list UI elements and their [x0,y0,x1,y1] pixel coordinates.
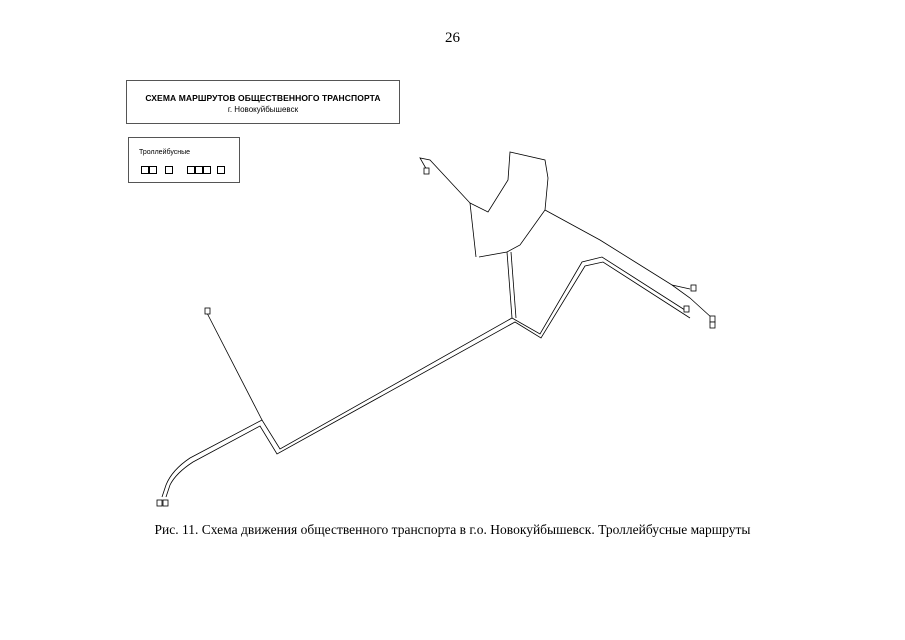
route-line [207,313,262,420]
route-line [507,252,512,318]
route-line [511,252,516,318]
terminal-stop-marker [710,316,715,322]
terminal-stop-marker [157,500,162,506]
route-line [162,257,688,497]
terminal-stop-marker [684,306,689,312]
route-line [545,210,690,289]
terminal-stop-marker [710,322,715,328]
page-number: 26 [445,30,460,46]
route-line [470,152,548,257]
terminal-stop-marker [691,285,696,291]
terminal-stop-marker [163,500,168,506]
legend-title: Троллейбусные [139,149,191,156]
map-subtitle-city: г. Новокуйбышевск [227,105,299,114]
figure-caption: Рис. 11. Схема движения общественного транспорта в г.о. Новокуйбышевск. Троллейбусные маршруты [154,522,751,537]
terminal-stop-marker [205,308,210,314]
map-title: СХЕМА МАРШРУТОВ ОБЩЕСТВЕННОГО ТРАНСПОРТА [145,93,381,103]
terminal-stop-marker [424,168,429,174]
route-line [166,262,690,497]
